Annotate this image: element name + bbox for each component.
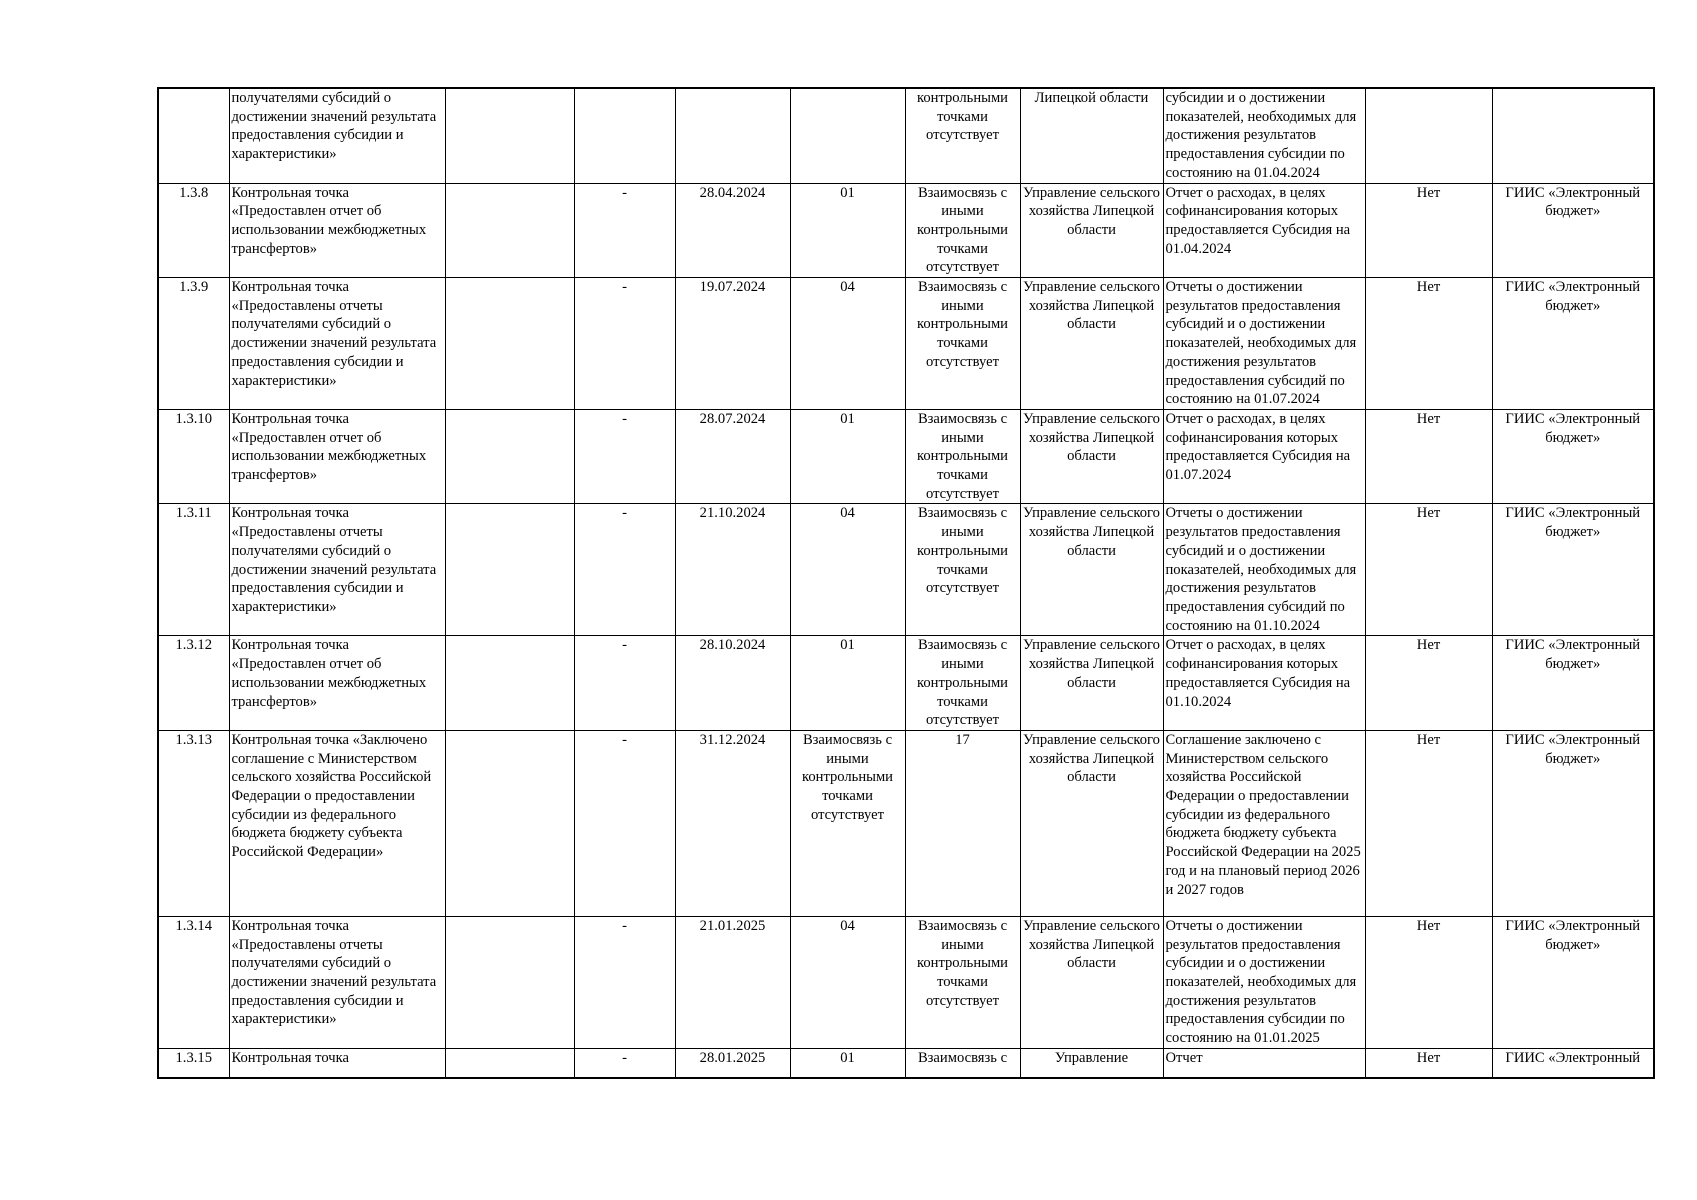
cell-num: 1.3.14: [158, 916, 229, 1048]
cell-name: Контрольная точка: [229, 1048, 445, 1078]
cell-approval: [1365, 88, 1492, 183]
cell-approval: Нет: [1365, 730, 1492, 916]
cell-document: Отчет о расходах, в целях софинансирования которых предоставляется Субсидия на 01.04.2024: [1163, 183, 1365, 278]
cell-approval: Нет: [1365, 278, 1492, 410]
cell-start: [445, 636, 574, 731]
cell-approval: Нет: [1365, 183, 1492, 278]
cell-dash: -: [574, 1048, 675, 1078]
cell-approval: Нет: [1365, 916, 1492, 1048]
cell-name: Контрольная точка «Заключено соглашение с Министерством сельского хозяйства Российской Федерации о предоставлении субсидии из федерального бюджета бюджету субъекта Российской Федерации»: [229, 730, 445, 916]
table-row: [158, 409, 1654, 504]
cell-date: 28.04.2024: [675, 183, 790, 278]
cell-link: Взаимосвязь с иными контрольными точками отсутствует: [905, 504, 1020, 636]
control-points-table: [157, 87, 1655, 1079]
cell-executor: Управление сельского хозяйства Липецкой области: [1020, 183, 1163, 278]
table-row: [158, 183, 1654, 278]
cell-type: 01: [790, 183, 905, 278]
cell-link: 17: [905, 730, 1020, 916]
cell-executor: Управление сельского хозяйства Липецкой области: [1020, 730, 1163, 916]
cell-document: Отчет о расходах, в целях софинансирования которых предоставляется Субсидия на 01.10.2024: [1163, 636, 1365, 731]
cell-executor: Управление сельского хозяйства Липецкой области: [1020, 916, 1163, 1048]
cell-start: [445, 1048, 574, 1078]
cell-date: 28.10.2024: [675, 636, 790, 731]
cell-start: [445, 278, 574, 410]
cell-date: 31.12.2024: [675, 730, 790, 916]
cell-document: Отчеты о достижении результатов предоставления субсидии и о достижении показателей, необходимых для достижения результатов предоставления субсидии по состоянию на 01.01.2025: [1163, 916, 1365, 1048]
cell-name: Контрольная точка «Предоставлен отчет об использовании межбюджетных трансфертов»: [229, 636, 445, 731]
table-row-continuation: [158, 88, 1654, 183]
cell-document: субсидии и о достижении показателей, необходимых для достижения результатов предоставления субсидии по состоянию на 01.04.2024: [1163, 88, 1365, 183]
cell-name: Контрольная точка «Предоставлены отчеты получателями субсидий о достижении значений результата предоставления субсидии и характеристики»: [229, 278, 445, 410]
table-row: [158, 636, 1654, 731]
cell-dash: -: [574, 916, 675, 1048]
cell-link: Взаимосвязь с иными контрольными точками отсутствует: [905, 409, 1020, 504]
cell-executor: Управление сельского хозяйства Липецкой области: [1020, 409, 1163, 504]
cell-link: Взаимосвязь с иными контрольными точками отсутствует: [905, 916, 1020, 1048]
cell-date: [675, 88, 790, 183]
cell-executor: Управление сельского хозяйства Липецкой области: [1020, 636, 1163, 731]
cell-system: ГИИС «Электронный бюджет»: [1492, 183, 1654, 278]
cell-dash: -: [574, 636, 675, 731]
cell-name: Контрольная точка «Предоставлены отчеты получателями субсидий о достижении значений результата предоставления субсидии и характеристики»: [229, 504, 445, 636]
cell-executor: Управление сельского хозяйства Липецкой области: [1020, 504, 1163, 636]
cell-type: Взаимосвязь с иными контрольными точками отсутствует: [790, 730, 905, 916]
cell-date: 21.01.2025: [675, 916, 790, 1048]
cell-name: получателями субсидий о достижении значений результата предоставления субсидии и характеристики»: [229, 88, 445, 183]
cell-system: ГИИС «Электронный бюджет»: [1492, 636, 1654, 731]
cell-approval: Нет: [1365, 504, 1492, 636]
cell-start: [445, 730, 574, 916]
cell-link: контрольными точками отсутствует: [905, 88, 1020, 183]
cell-link: Взаимосвязь с: [905, 1048, 1020, 1078]
cell-approval: Нет: [1365, 636, 1492, 731]
cell-executor: Управление сельского хозяйства Липецкой области: [1020, 278, 1163, 410]
cell-document: Отчеты о достижении результатов предоставления субсидий и о достижении показателей, необходимых для достижения результатов предоставления субсидий по состоянию на 01.07.2024: [1163, 278, 1365, 410]
cell-dash: -: [574, 504, 675, 636]
cell-num: [158, 88, 229, 183]
table-row: [158, 504, 1654, 636]
cell-type: 01: [790, 409, 905, 504]
cell-system: ГИИС «Электронный бюджет»: [1492, 730, 1654, 916]
cell-num: 1.3.11: [158, 504, 229, 636]
cell-system: ГИИС «Электронный бюджет»: [1492, 409, 1654, 504]
cell-start: [445, 409, 574, 504]
cell-system: ГИИС «Электронный бюджет»: [1492, 504, 1654, 636]
cell-start: [445, 916, 574, 1048]
cell-num: 1.3.15: [158, 1048, 229, 1078]
cell-system: ГИИС «Электронный бюджет»: [1492, 916, 1654, 1048]
cell-dash: [574, 88, 675, 183]
cell-document: Отчет о расходах, в целях софинансирования которых предоставляется Субсидия на 01.07.2024: [1163, 409, 1365, 504]
cell-dash: -: [574, 278, 675, 410]
cell-type: [790, 88, 905, 183]
cell-start: [445, 88, 574, 183]
table-row: [158, 1048, 1654, 1078]
cell-document: Отчет: [1163, 1048, 1365, 1078]
cell-date: 28.01.2025: [675, 1048, 790, 1078]
cell-num: 1.3.13: [158, 730, 229, 916]
cell-document: Отчеты о достижении результатов предоставления субсидий и о достижении показателей, необходимых для достижения результатов предоставления субсидий по состоянию на 01.10.2024: [1163, 504, 1365, 636]
cell-start: [445, 504, 574, 636]
cell-system: ГИИС «Электронный бюджет»: [1492, 278, 1654, 410]
cell-type: 01: [790, 1048, 905, 1078]
cell-type: 01: [790, 636, 905, 731]
cell-name: Контрольная точка «Предоставлен отчет об использовании межбюджетных трансфертов»: [229, 409, 445, 504]
cell-dash: -: [574, 183, 675, 278]
table-row: [158, 278, 1654, 410]
cell-approval: Нет: [1365, 1048, 1492, 1078]
cell-system: ГИИС «Электронный: [1492, 1048, 1654, 1078]
cell-link: Взаимосвязь с иными контрольными точками отсутствует: [905, 636, 1020, 731]
cell-num: 1.3.9: [158, 278, 229, 410]
cell-link: Взаимосвязь с иными контрольными точками отсутствует: [905, 183, 1020, 278]
cell-approval: Нет: [1365, 409, 1492, 504]
cell-num: 1.3.12: [158, 636, 229, 731]
cell-system: [1492, 88, 1654, 183]
cell-type: 04: [790, 916, 905, 1048]
cell-dash: -: [574, 730, 675, 916]
cell-executor: Управление: [1020, 1048, 1163, 1078]
table-row: [158, 916, 1654, 1048]
cell-date: 21.10.2024: [675, 504, 790, 636]
cell-dash: -: [574, 409, 675, 504]
cell-num: 1.3.8: [158, 183, 229, 278]
cell-link: Взаимосвязь с иными контрольными точками отсутствует: [905, 278, 1020, 410]
cell-date: 19.07.2024: [675, 278, 790, 410]
cell-num: 1.3.10: [158, 409, 229, 504]
cell-type: 04: [790, 278, 905, 410]
table-row: [158, 730, 1654, 916]
cell-document: Соглашение заключено с Министерством сельского хозяйства Российской Федерации о предоставлении субсидии из федерального бюджета бюджету субъекта Российской Федерации на 2025 год и на плановый период 2026 и 2027 годов: [1163, 730, 1365, 916]
cell-executor: Липецкой области: [1020, 88, 1163, 183]
cell-name: Контрольная точка «Предоставлены отчеты получателями субсидий о достижении значений результата предоставления субсидии и характеристики»: [229, 916, 445, 1048]
cell-type: 04: [790, 504, 905, 636]
cell-date: 28.07.2024: [675, 409, 790, 504]
cell-start: [445, 183, 574, 278]
cell-name: Контрольная точка «Предоставлен отчет об использовании межбюджетных трансфертов»: [229, 183, 445, 278]
